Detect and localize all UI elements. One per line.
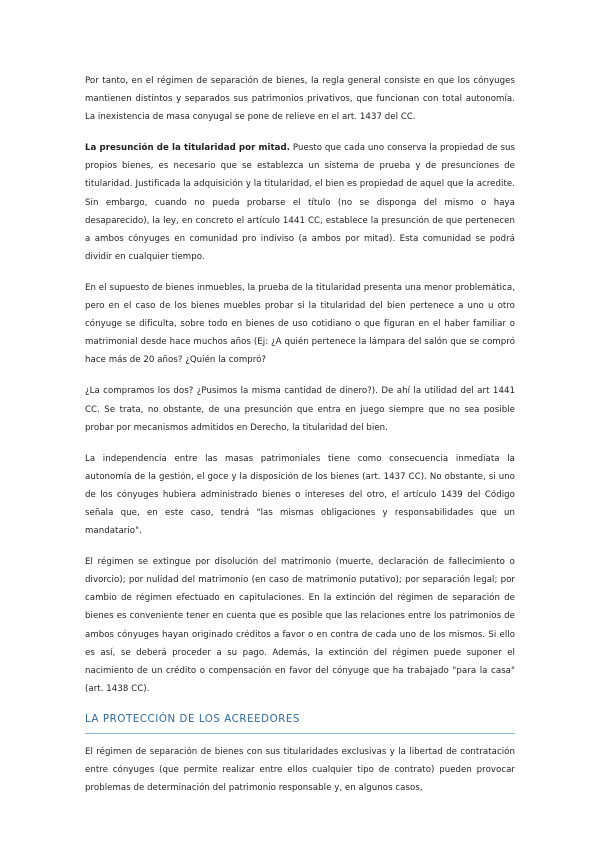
document-page — [85, 72, 515, 810]
section-heading: LA PROTECCIÓN DE LOS ACREEDORES — [85, 713, 300, 725]
paragraph-body: Puesto que cada uno conserva la propiedad de sus propios bienes, es necesario que se establezca un sistema de prueba y de presunciones de titularidad. Justificada la adquisición y la titularidad, el bien es propiedad de aquel que la acredite. Sin embargo, cuando no pueda probarse el título (no se disponga del mismo o haya desaparecido), la ley, en concreto el artículo 1441 CC, establece la presunción de que pertenecen a ambos cónyuges en comunidad pro indiviso (a ambos por mitad). Esta comunidad se podrá dividir en cualquier tiempo. — [85, 143, 515, 262]
section-divider — [85, 733, 515, 734]
paragraph-compramos-los-dos: ¿La compramos los dos? ¿Pusimos la misma cantidad de dinero?). De ahí la utilidad del art 1441 CC. Se trata, no obstante, de una presunción que entra en juego siempre que no sea posible probar por mecanismos admitidos en Derecho, la titularidad del bien. — [85, 386, 515, 433]
paragraph-separacion-bienes: Por tanto, en el régimen de separación de bienes, la regla general consiste en que los cónyuges mantienen distintos y separados sus patrimonios privativos, que funcionan con total autonomía. La inexistencia de masa conyugal se pone de relieve en el art. 1437 del CC. — [85, 76, 515, 123]
paragraph-titularidades-exclusivas: El régimen de separación de bienes con sus titularidades exclusivas y la libertad de contratación entre cónyuges (que permite realizar entre ellos cualquier tipo de contrato) pueden provocar problemas de determinación del patrimonio responsable y, en algunos casos, — [85, 746, 515, 794]
paragraph-presuncion-titularidad — [85, 139, 515, 266]
paragraph-bienes-inmuebles: En el supuesto de bienes inmuebles, la prueba de la titularidad presenta una menor problemática, pero en el caso de los bienes muebles probar si la titularidad del bien pertenece a uno u otro cónyuge se dificulta, sobre todo en bienes de uso cotidiano o que figuran en el haber familiar o matrimonial desde hace muchos años (Ej: ¿A quién pertenece la lámpara del salón que se compró hace más de 20 años? ¿Quién la compró? — [85, 282, 515, 366]
paragraph-independencia-masas: La independencia entre las masas patrimoniales tiene como consecuencia inmediata la autonomía de la gestión, el goce y la disposición de los bienes (art. 1437 CC). No obstante, si uno de los cónyuges hubiera administrado bienes o intereses del otro, el artículo 1439 del Código señala que, en este caso, tendrá "las mismas obligaciones y responsabilidades que un mandatario". — [85, 453, 515, 537]
paragraph-extincion-regimen: El régimen se extingue por disolución del matrimonio (muerte, declaración de fallecimiento o divorcio); por nulidad del matrimonio (en caso de matrimonio putativo); por separación legal; por cambio de régimen efectuado en capitulaciones. En la extinción del régimen de separación de bienes es conveniente tener en cuenta que es posible que las relaciones entre los patrimonios de ambos cónyuges hayan originado créditos a favor o en contra de cada uno de los mismos. Si ello es así, se deberá proceder a su pago. Además, la extinción del régimen puede suponer el nacimiento de un crédito o compensación en favor del cónyuge que ha trabajado "para la casa" (art. 1438 CC). — [85, 557, 515, 694]
paragraph-lead-title: La presunción de la titularidad por mitad. — [85, 143, 291, 154]
